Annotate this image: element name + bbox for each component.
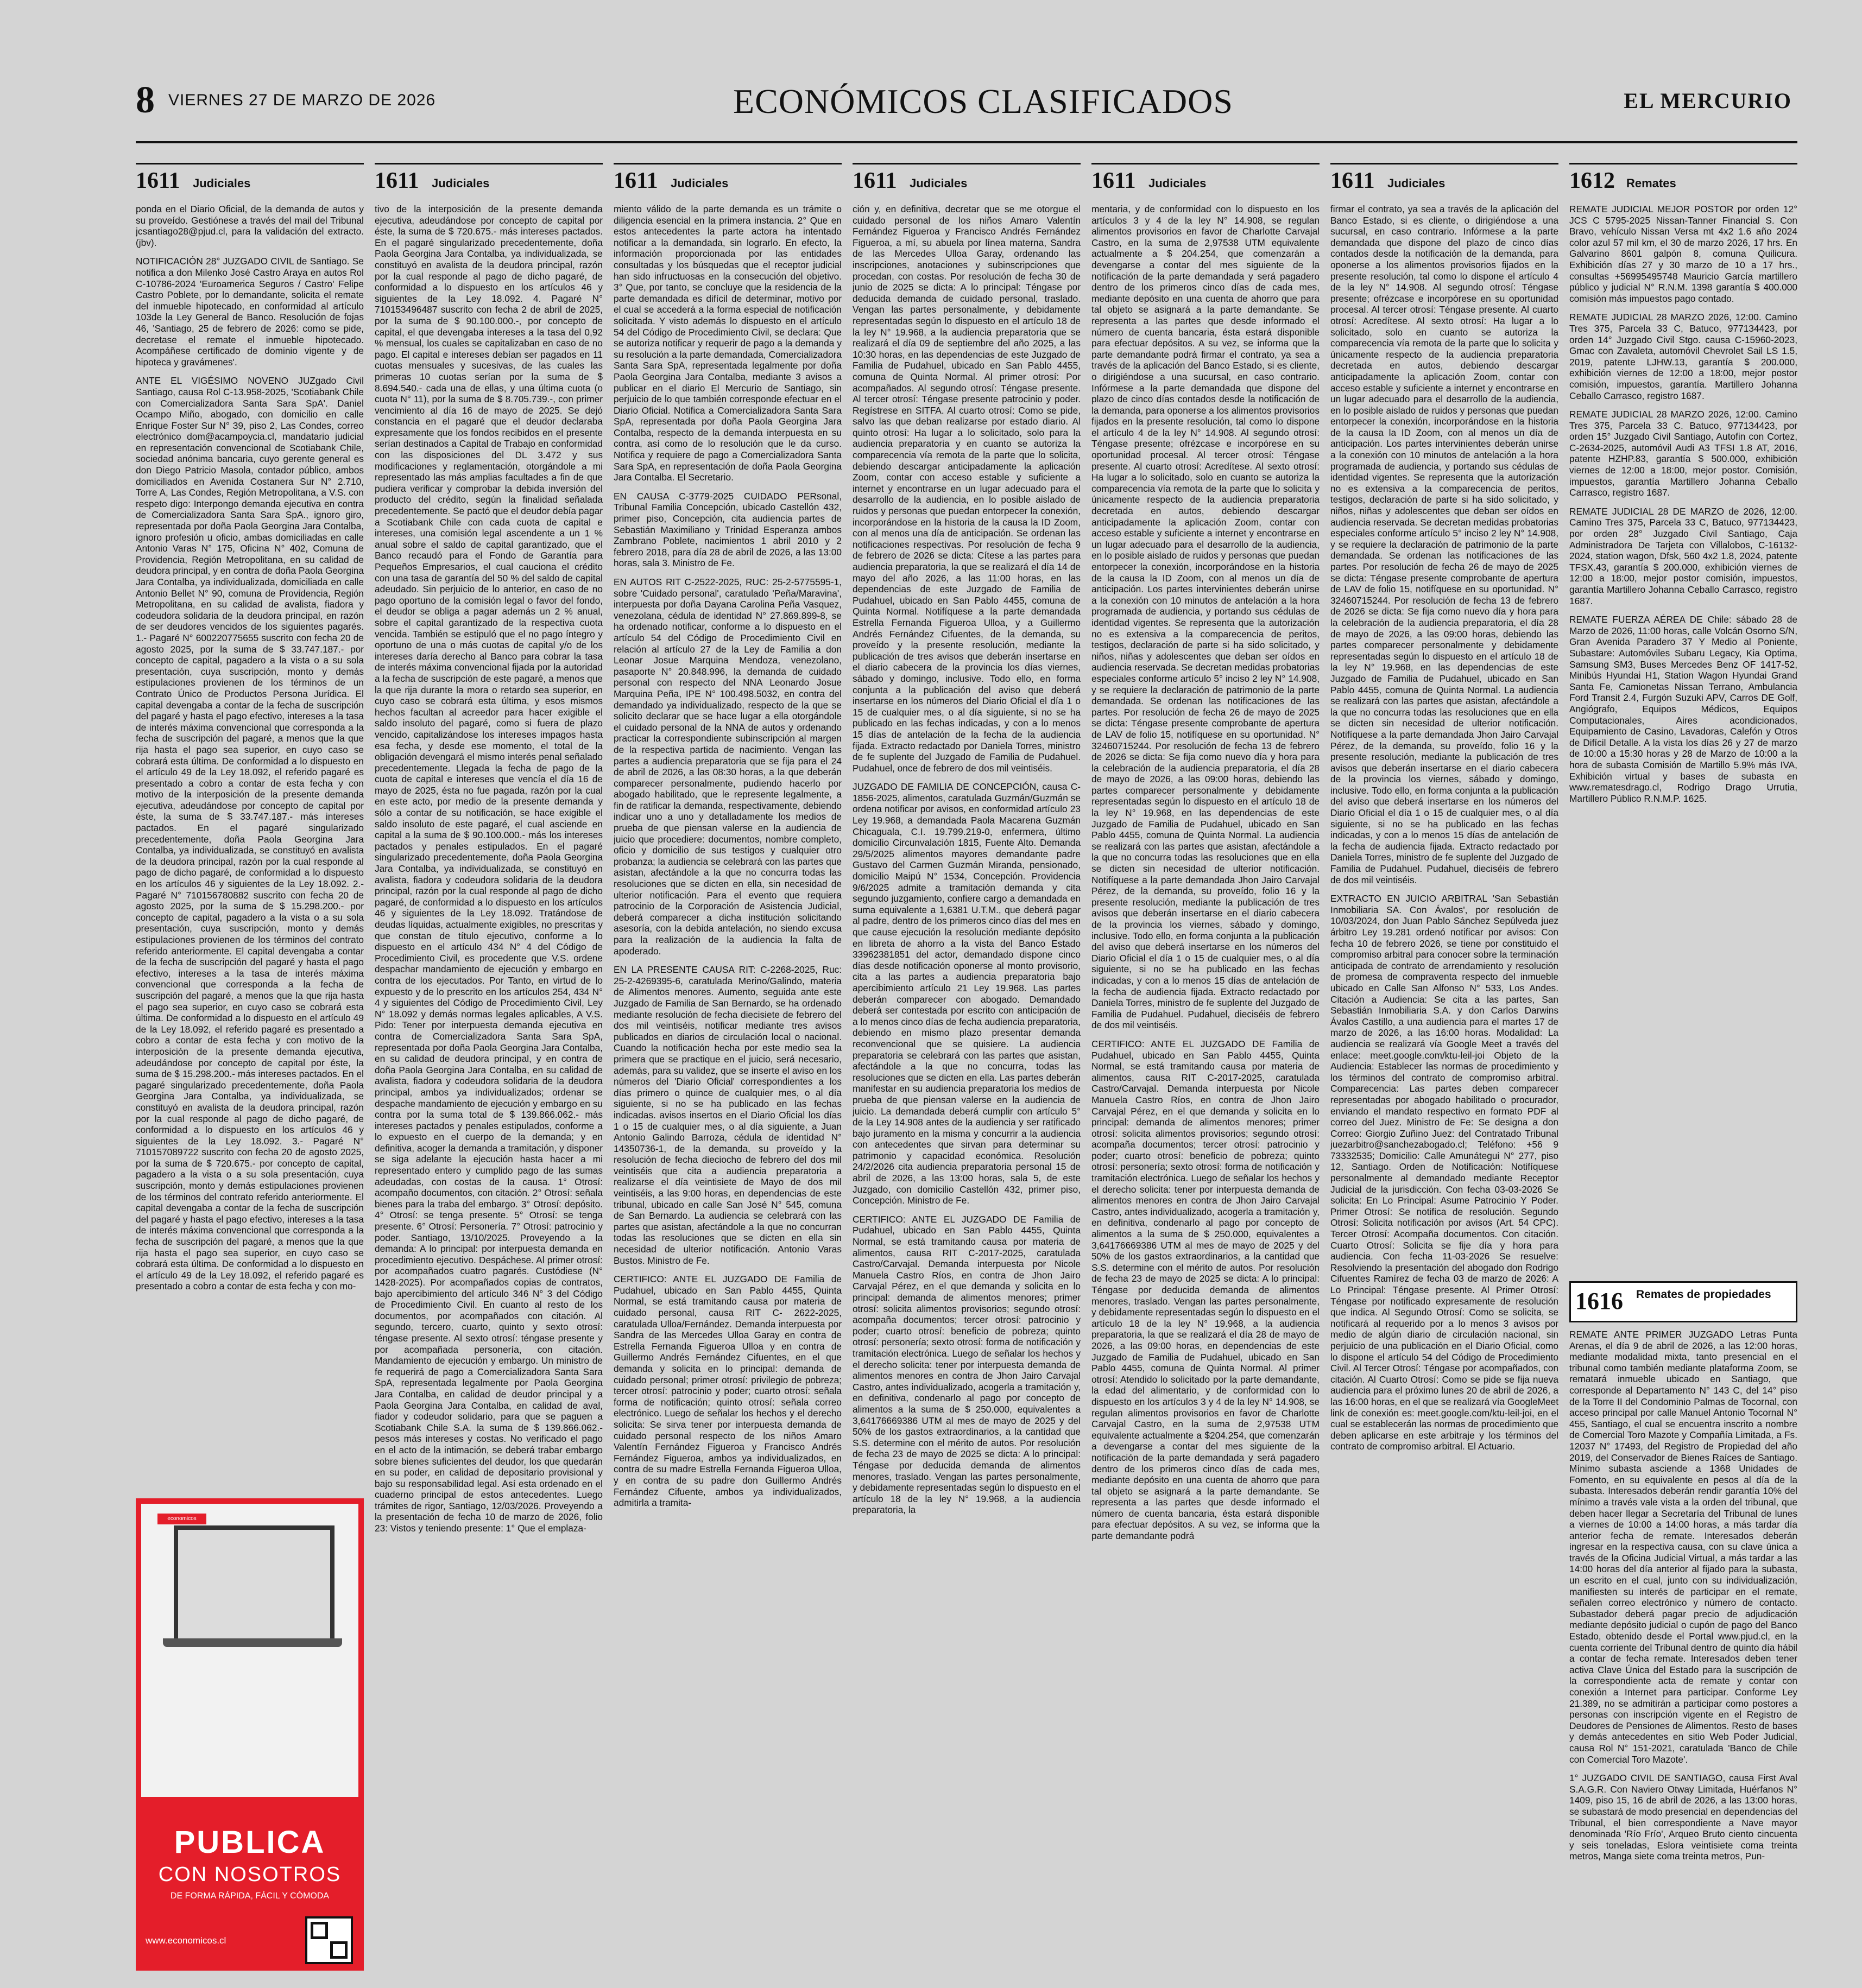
column-body bbox=[375, 204, 603, 1534]
classified-notice: CERTIFICO: ANTE EL JUZGADO DE Familia de Pudahuel, ubicado en San Pablo 4455, Quinta Normal, se está tramitando causa por materia de alimentos, causa RIT C-2017-2025, caratulada Castro/Carvajal. Demanda interpuesta por Nicole Manuela Castro Ríos, en contra de Jhon Jairo Carvajal Pérez, en el que demanda y solicita en lo principal: demanda de alimentos menores; primer otrosí: solicita alimentos provisorios; segundo otrosí: acompaña documentos; tercer otrosí: patrocinio y poder; cuarto otrosí: beneficio de pobreza; quinto otrosí: personería; sexto otrosí: forma de notificación y tramitación electrónica. Luego de señalar los hechos y el derecho solicita: tener por interpuesta demanda de alimentos menores en contra de Jhon Jairo Carvajal Castro, antes individualizado, acogerla a tramitación y, en definitiva, condenarlo al pago por concepto de alimentos a la suma de $ 250.000, equivalentes a 3,64176669386 UTM al mes de mayo de 2025 y del 50% de los gastos extraordinarios, a la cantidad que S.S. determine con el mérito de autos. Por resolución de fecha 23 de mayo de 2025 se dicta: A lo principal: Téngase por deducida demanda de alimentos menores, traslado. Vengan las partes personalmente, y debidamente representadas según lo dispuesto en el artículo 18 de la ley N° 19.968, a la audiencia preparatoria, la bbox=[853, 1213, 1081, 1516]
qr-code-icon[interactable] bbox=[305, 1916, 353, 1964]
ad-url[interactable]: www.economicos.cl bbox=[146, 1935, 226, 1946]
column-header bbox=[1091, 163, 1320, 197]
column-header bbox=[1330, 163, 1558, 197]
classified-notice: REMATE ANTE PRIMER JUZGADO Letras Punta Arenas, el día 9 de abril de 2026, a las 12:00 horas, mediante modalidad mixta, tanto presencial en el tribunal como también mediante plataforma Zoom, se rematará inmueble ubicado en Santiago, que corresponde al Departamento N° 143 C, del 14° piso de la Torre II del Condominio Palmas de Tocornal, con acceso principal por calle Manuel Antonio Tocornal N° 455, Santiago, el cual se encuentra inscrito a nombre de Comercial Toro Mazote y Compañía Limitada, a Fs. 12037 N° 17493, del Registro de Propiedad del año 2019, del Conservador de Bienes Raíces de Santiago. Mínimo subasta asciende a 1368 Unidades de Fomento, en su equivalente en pesos al día de la subasta. Interesados deberán rendir garantía 10% del mínimo a través vale vista a la orden del tribunal, que deben hacer llegar a Secretaría del Tribunal de lunes a viernes de 10:00 a 14:00 horas, a más tardar día anterior fecha de remate. Interesados deberán ingresar en la respectiva causa, con su clave única a través de la Oficina Judicial Virtual, a más tardar a las 14:00 horas del día anterior al fijado para la subasta, un escrito en el cual, junto con su individualización, manifiesten su interés de participar en el remate, señalen correo electrónico y número de contacto. Subastador deberá pagar precio de adjudicación mediante depósito judicial o cupón de pago del Banco Estado, obtenido desde el Portal www.pjud.cl, en la cuenta corriente del Tribunal dentro de quinto día hábil a contar de fecha remate. Interesados deben tener activa Clave Única del Estado para la suscripción de la correspondiente acta de remate y contar con conexión a Internet para participar. Conforme Ley 21.389, no se admitirán a participar como postores a personas con inscripción vigente en el Registro de Deudores de Pensiones de Alimentos. Resto de bases y demás antecedentes en sitio Web Poder Judicial, causa Rol N° 151-2021, caratulada 'Banco de Chile con Comercial Toro Mazote'. bbox=[1569, 1329, 1797, 1765]
newspaper-logo: EL MERCURIO bbox=[1624, 88, 1792, 113]
classified-notice: EN LA PRESENTE CAUSA RIT: C-2268-2025, Ruc: 25-2-4269395-6, caratulada Merino/Galindo, materia de Alimentos menores. Aumento, seguida ante este Juzgado de Familia de San Bernardo, se ha ordenado mediante resolución de fecha diecisiete de febrero del dos mil veintiséis, notificar mediante tres avisos publicados en diarios de circulación local o nacional. Cuando la notificación hecha por este medio sea la primera que se practique en el juicio, será necesario, además, para su validez, que se inserte el aviso en los números del 'Diario Oficial' correspondientes a los días primero o quince de cualquier mes, o al día siguiente, si no se ha publicado en las fechas indicadas. avisos insertos en el Diario Oficial los días 1 o 15 de cualquier mes, o al día siguiente, a Juan Antonio Galindo Barroza, cédula de identidad N° 14350736-1, de la demanda, su proveído y la resolución de fecha dieciocho de febrero del dos mil veintiséis que cita a audiencia preparatoria a realizarse el día veintisiete de Mayo de dos mil veintiséis, a las 9:00 horas, en dependencias de este tribunal, ubicado en calle San José N° 545, comuna de San Bernardo. La audiencia se celebrará con las partes que asistan, afectándole a la que no concurran todas las resoluciones que se dicten en ella sin necesidad de ulterior notificación. Antonio Varas Bustos. Ministro de Fe. bbox=[614, 964, 842, 1266]
classified-notice: EXTRACTO EN JUICIO ARBITRAL 'San Sebastián Inmobiliaria SA. Con Ávalos', por resolución de 10/03/2024, don Juan Pablo Sánchez Sepúlveda juez árbitro Ley 19.281 ordenó notificar por avisos: Con fecha 10 de febrero 2026, se tiene por constituido el compromiso arbitral para conocer sobre la terminación anticipada de contrato de arrendamiento y resolución de promesa de compraventa respecto del inmueble ubicado en Calle San Alfonso N° 533, Los Andes. Citación a Audiencia: Se cita a las partes, San Sebastián Inmobiliaria S.A. y don Carlos Darwins Ávalos Castillo, a una audiencia para el martes 17 de marzo de 2026, a las 16:00 horas. Modalidad: La audiencia se realizará vía Google Meet a través del enlace: meet.google.com/ktu-leil-joi Objeto de la Audiencia: Establecer las normas de procedimiento y los términos del contrato de compromiso arbitral. Comparecencia: Las partes deben comparecer representadas por abogado habilitado o procurador, enviando el mandato respectivo en formato PDF al correo del Juez. Ministro de Fe: Se designa a don Correo: Giorgio Zuñino Juez: del Contratado Tribunal juezarbitro@sanchezabogado.cl; Teléfono: +56 9 73332535; Domicilio: Calle Amunátegui N° 277, piso 12, Santiago. Orden de Notificación: Notifíquese personalmente al demandado mediante Receptor Judicial de la jurisdicción. Con fecha 03-03-2026 Se solicita: En Lo Principal: Asume Patrocinio Y Poder. Primer Otrosí: Se notifica de resolución. Segundo Otrosí: Solicita notificación por avisos (Art. 54 CPC). Tercer Otrosí: Acompaña documentos. Con citación. Cuarto Otrosí: Solicita se fije día y hora para audiencia. Con fecha 11-03-2026 Se resuelve: Resolviendo la presentación del abogado don Rodrigo Cifuentes Ramírez de fecha 03 de marzo de 2026: A Lo Principal: Téngase presente. Al Primer Otrosí: Téngase por notificado expresamente de resolución que indica. Al Segundo Otrosí: Como se solicita, se notificará al requerido por a lo menos 3 avisos por medio de algún diario de circulación nacional, sin perjuicio de una publicación en el Diario Oficial, como lo dispone el artículo 54 del Código de Procedimiento Civil. Al Tercer Otrosí: Téngase por acompañados, con citación. Al Cuarto Otrosí: Como se pide se fija nueva audiencia para el próximo lunes 20 de abril de 2026, a las 16:00 horas, en el que se realizará vía GoogleMeet link de conexión es: meet.google.com/ktu-leil-joi, en el cual se establecerán las normas de procedimiento que deben aplicarse en este arbitraje y los términos del contrato de compromiso arbitral. El Actuario. bbox=[1330, 893, 1558, 1452]
column-body bbox=[136, 204, 364, 1517]
classified-notice: JUZGADO DE FAMILIA DE CONCEPCIÓN, causa C-1856-2025, alimentos, caratulada Guzmán/Guzmán se ordena notificar por avisos, en conformidad artículo 23 Ley 19.968, a demandada Paola Macarena Guzmán Chicaguala, C.I. 19.799.219-0, enfermera, último domicilio Circunvalación 1815, Fuente Alto. Demanda 29/5/2025 alimentos mayores demandante padre Gustavo del Carmen Guzmán Miranda, pensionado, domicilio Maipú N° 1534, Concepción. Providencia 9/6/2025 admite a tramitación demanda y cita segundo juzgamiento, confiere cargo a demandada en suma equivalente a 1,6381 U.T.M., que deberá pagar al padre, dentro de los primeros cinco días del mes en que cause ejecución la resolución mediante depósito en libreta de ahorro a la vista del Banco Estado 33962381851 del actor, demandado dispone cinco días desde notificación oponerse al monto provisorio, cita a las partes a audiencia preparatoria bajo apercibimiento artículo 21 Ley 19.968. Las partes deberán comparecer con abogado. Demandado deberá ser contestada por escrito con anticipación de a lo menos cinco días de fecha audiencia preparatoria, debiendo en mismo plazo presentar demanda reconvencional que se quisiere. La audiencia preparatoria se celebrará con las partes que asistan, afectándole a la que no concurra, todas las resoluciones que se dicten en ella. Las partes deberán manifestar en su audiencia preparatoria los medios de prueba de que piensan valerse en la audiencia de juicio. La demandada deberá cumplir con artículo 5° de la Ley 14.908 antes de la audiencia y ser ratificado bajo juramento en la misma y concurrir a la audiencia con antecedentes que sirvan para determinar su patrimonio y capacidad económica. Resolución 24/2/2026 cita audiencia preparatoria personal 15 de abril de 2026, a las 13:00 horas, sala 5, de este Juzgado, con domicilio Castellón 432, primer piso, Concepción. Ministro de Fe. bbox=[853, 781, 1081, 1206]
classified-notice: REMATE FUERZA AÉREA DE Chile: sábado 28 de Marzo de 2026, 11:00 horas, calle Volcán Osorno S/N, Gran Avenida Paradero 37 Y Medio al Poniente, Subastare: Automóviles Subaru Legacy, Kia Optima, Samsung SM3, Buses Mercedes Benz OF 1417-52, Minibús Hyundai H1, Station Wagon Hyundai Grand Santa Fe, Camionetas Nissan Terrano, Ambulancia Ford Transit 2.4, Furgón Suzuki APV, Carros DE Golf, Angiógrafo, Equipos Médicos, Equipos Computacionales, Aires acondicionados, Equipamiento de Casino, Lavadoras, Calefón y Otros de Difícil Detalle. A la vista los días 26 y 27 de marzo de 10:00 a 15:30 horas y 28 de Marzo de 10:00 a la hora de subasta Comisión de Martillo 5.9% más IVA, Exhibición virtual y bases de subasta en www.rematesdrago.cl, Rodrigo Drago Urrutia, Martillero Público R.N.M.P. 1625. bbox=[1569, 614, 1797, 804]
category-label: Judiciales bbox=[910, 176, 968, 190]
classified-notice: miento válido de la parte demanda es un trámite o diligencia esencial en la primera instancia. 2° Que en estos antecedentes la parte actora ha intentado notificar a la demandada, sin lograrlo. En efecto, la información proporcionada por las entidades consultadas y los búsquedas que el receptor judicial han sido infructuosas en la consecución del objetivo. 3° Que, por tanto, se concluye que la residencia de la parte demandada es difícil de determinar, motivo por el cual se accederá a la forma especial de notificación solicitada. Y visto además lo dispuesto en el artículo 54 del Código de Procedimiento Civil, se declara: Que se autoriza notificar y requerir de pago a la demanda y su resolución a la parte demandada, Comercializadora Santa Sara SpA, representada legalmente por doña Paola Georgina Jara Contalba, mediante 3 avisos a publicar en el diario El Mercurio de Santiago, sin perjuicio de lo que también corresponde efectuar en el Diario Oficial. Notifica a Comercializadora Santa Sara SpA, representada por doña Paola Georgina Jara Contalba, respecto de la demanda interpuesta en su contra, así como de lo resolución que le da curso. Notifica y requiere de pago a Comercializadora Santa Sara SpA, en representación de doña Paola Georgina Jara Contalba. El Secretario. bbox=[614, 204, 842, 483]
column-header bbox=[1569, 1281, 1797, 1322]
laptop-icon bbox=[174, 1525, 334, 1643]
classified-notice: ANTE EL VIGÉSIMO NOVENO JUZgado Civil Santiago, causa Rol C-13.958-2025, 'Scotiabank Chile con Comercializadora Santa Sara SpA'. Daniel Ocampo Miño, abogado, con domicilio en calle Enrique Foster Sur N° 39, piso 2, Las Condes, correo electrónico dom@acampoycia.cl, mandatario judicial en representación convencional de Scotiabank Chile, sociedad anónima bancaria, cuyo gerente general es don Diego Patricio Masola, contador público, ambos domiciliados en Avenida Costanera Sur N° 2.710, Torre A, Las Condes, Región Metropolitana, a V.S. con respeto digo: Interpongo demanda ejecutiva en contra de Comercializadora Santa Sara SpA., ignoro giro, representada por doña Paola Georgina Jara Contalba, ignoro profesión u oficio, ambas domiciliadas en calle Antonio Varas N° 175, Oficina N° 402, Comuna de Providencia, Región Metropolitana, en su calidad de deudora principal, y en contra de doña Paola Georgina Jara Contalba, ya individualizada, domiciliada en calle Antonio Bellet N° 90, comuna de Providencia, Región Metropolitana, en su calidad de avalista, fiadora y codeudora solidaria de la deudora principal, en razón de ser deudores vencidos de los siguientes pagarés. 1.- Pagaré N° 600220775655 suscrito con fecha 20 de agosto 2025, por la suma de $ 33.747.187.- por concepto de capital, pagadero a la vista o a su sola presentación, cuya suscripción, monto y demás estipulaciones provienen de los términos de un Contrato Único de Productos Persona Jurídica. El capital devengaba a contar de la fecha de suscripción del pagaré y hasta el pago efectivo, intereses a la tasa de interés máxima convencional que corresponda a la fecha de suscripción del pagaré, a menos que la que rija hasta el pago sea superior, en cuyo caso se cobrará esta última. De conformidad a lo dispuesto en el artículo 49 de la Ley 18.092, el referido pagaré es presentado a cobro a contar de esta fecha y con motivo de la interposición de la presente demanda ejecutiva, adeudándose por concepto de capital por éste, la suma de $ 33.747.187.- más intereses pactados. En el pagaré singularizado precedentemente, doña Paola Georgina Jara Contalba, ya individualizada, se constituyó en avalista de la deudora principal, razón por la cual responde al pago de dicho pagaré, de conformidad a lo dispuesto en los artículos 46 y siguientes de la Ley 18.092. 2.- Pagaré N° 710156780882 suscrito con fecha 20 de agosto 2025, por la suma de $ 15.298.200.- por concepto de capital, pagadero a la vista o a su sola presentación, cuya suscripción, monto y demás estipulaciones provienen de los términos del contrato referido anteriormente. El capital devengaba a contar de la fecha de suscripción del pagaré y hasta el pago efectivo, intereses a la tasa de interés máxima convencional que corresponda a la fecha de suscripción del pagaré, a menos que la que rija hasta el pago sea superior, en cuyo caso se cobrará esta última. De conformidad a lo dispuesto en el artículo 49 de la Ley 18.092, el referido pagaré es presentado a cobro a contar de esta fecha y con motivo de la interposición de la presente demanda ejecutiva, adeudándose por concepto de capital por éste, la suma de $ 15.298.200.- más intereses pactados. En el pagaré singularizado precedentemente, doña Paola Georgina Jara Contalba, ya individualizada, se constituyó en avalista de la deudora principal, razón por la cual responde al pago de dicho pagaré, de conformidad a lo dispuesto en los artículos 46 y siguientes de la Ley 18.092. 3.- Pagaré N° 710157089722 suscrito con fecha 20 de agosto 2025, por la suma de $ 720.675.- por concepto de capital, pagadero a la vista o a su sola presentación, cuya suscripción, monto y demás estipulaciones provienen de los términos del contrato referido anteriormente. El capital devengaba a contar de la fecha de suscripción del pagaré y hasta el pago efectivo, intereses a la tasa de interés máxima convencional que corresponda a la fecha de suscripción del pagaré, a menos que la que rija hasta el pago sea superior, en cuyo caso se cobrará esta última. De conformidad a lo dispuesto en el artículo 49 de la Ley 18.092, el referido pagaré es presentado a cobro a contar de esta fecha y con mo- bbox=[136, 375, 364, 1292]
category-label: Judiciales bbox=[1148, 176, 1207, 190]
category-label: Remates de propiedades bbox=[1636, 1288, 1771, 1301]
classified-notice: 1° JUZGADO CIVIL DE SANTIAGO, causa First Aval S.A.G.R. Con Naviero Otway Limitada, Huérfanos N° 1409, piso 15, 16 de abril de 2026, a las 13:00 horas, se subastará de modo presencial en dependencias del Tribunal, el bien correspondiente a Nave mayor denominada 'Río Frío', Arqueo Bruto ciento cincuenta y seis toneladas, Eslora veintisiete coma treinta metros, Manga siete coma treinta metros, Pun- bbox=[1569, 1772, 1797, 1862]
category-code: 1611 bbox=[1330, 168, 1375, 193]
section-title: ECONÓMICOS CLASIFICADOS bbox=[733, 82, 1233, 121]
column-header bbox=[375, 163, 603, 197]
ad-subhead: CON NOSOTROS bbox=[158, 1863, 342, 1886]
classified-notice: CERTIFICO: ANTE EL JUZGADO DE Familia de Pudahuel, ubicado en San Pablo 4455, Quinta Normal, se está tramitando causa por materia de alimentos, causa RIT C-2017-2025, caratulada Castro/Carvajal. Demanda interpuesta por Nicole Manuela Castro Ríos, en contra de Jhon Jairo Carvajal Pérez, en el que demanda y solicita en lo principal: demanda de alimentos menores; primer otrosí: solicita alimentos provisorios; segundo otrosí: acompaña documentos; tercer otrosí: patrocinio y poder; cuarto otrosí: beneficio de pobreza; quinto otrosí: personería; sexto otrosí: forma de notificación y tramitación electrónica. Luego de señalar los hechos y el derecho solicita: tener por interpuesta demanda de alimentos menores en contra de Jhon Jairo Carvajal Castro, antes individualizado, acogerla a tramitación y, en definitiva, condenarlo al pago por concepto de alimentos a la suma de $ 250.000, equivalentes a 3,64176669386 UTM al mes de mayo de 2025 y del 50% de los gastos extraordinarios, a la cantidad que S.S. determine con el mérito de autos. Por resolución de fecha 23 de mayo de 2025 se dicta: A lo principal: Téngase por deducida demanda de alimentos menores, traslado. Vengan las partes personalmente, y debidamente representadas según lo dispuesto en el artículo 18 de la ley N° 19.968, a la audiencia preparatoria, la que se realizará el día 28 de mayo de 2026, a las 09:00 horas, en dependencias de este Juzgado de Familia de Pudahuel, ubicado en San Pablo 4455, comuna de Quinta Normal. Al primer otrosí: Atendido lo solicitado por la parte demandante, la edad del alimentario, y de conformidad con lo dispuesto en los artículos 3 y 4 de la ley N° 14.908, se regulan alimentos provisorios en favor de Charlotte Carvajal Castro, en la suma de 2,97538 UTM equivalente actualmente a $204.254, que comenzarán a devengarse a contar del mes siguiente de la notificación de la parte demandada y será pagadero dentro de los primeros cinco días de cada mes, mediante depósito en una cuenta de ahorro que para tal objeto se asignará a la parte demandante. Se representa a las partes que desde informado el número de cuenta bancaria, ésta estará disponible para efectuar depósitos. A su vez, se informa que la parte demandante podrá bbox=[1091, 1038, 1320, 1542]
classified-notice: REMATE JUDICIAL 28 MARZO 2026, 12:00. Camino Tres 375, Parcela 33 C, Batuco, 977134423, por orden 14° Juzgado Civil Stgo. causa C-15960-2023, Gmac con Zavaleta, automóvil Chevrolet Sail LS 1.5, 2019, patente LJHW.13, garantía $ 200.000, exhibición viernes de 12:00 a 18:00, mejor postor comisión, impuestos, garantía. Martillero Johanna Ceballo Carrasco, registro 1687. bbox=[1569, 312, 1797, 401]
category-label: Remates bbox=[1626, 176, 1676, 190]
column-3 bbox=[614, 163, 842, 1971]
laptop-base-icon bbox=[163, 1638, 342, 1647]
classified-notice: EN AUTOS RIT C-2522-2025, RUC: 25-2-5775595-1, sobre 'Cuidado personal', caratulado 'Peña/Maravina', interpuesta por doña Dayana Carolina Peña Vasquez, venezolana, cédula de identidad N° 27.869.899-8, se ha ordenado notificar, conforme a lo dispuesto en el artículo 54 del Código de Procedimiento Civil en relación al artículo 27 de la Ley de Familia a don Leonar Josue Marquina Mendoza, venezolano, pasaporte N° 20.848.996, la demanda de cuidado personal con respecto del NNA Leonardo Josue Marquina Peña, IPE N° 100.498.5032, en contra del demandado ya individualizado, respecto de la que se solicito declarar que se hace lugar a ella otorgándole el cuidado personal de la NNA de autos y ordenando practicar la correspondiente subinscripción al margen de la respectiva partida de nacimiento. Vengan las partes a audiencia preparatoria que se fija para el 24 de abril de 2026, a las 08:30 horas, a la que deberán comparecer personalmente, pudiendo hacerlo por abogado habilitado, que le represente legalmente, a fin de ratificar la demanda, respectivamente, debiendo indicar uno a uno y detalladamente los medios de prueba de que piensan valerse en la audiencia de juicio que procediere: documentos, nombre completo, oficio y domicilio de sus testigos y cualquier otro probanza; la audiencia se celebrará con las partes que asistan, afectándole a la que no concurra todas las resoluciones que se dicten en ella, sin necesidad de ulterior notificación. Para el evento que requiera patrocinio de la Corporación de Asistencia Judicial, deberá comparecer a dicha institución solicitando asesoría, con la debida antelación, no siendo excusa para la realización de la audiencia la falta de apoderado. bbox=[614, 577, 842, 957]
category-code: 1611 bbox=[375, 168, 419, 193]
column-6 bbox=[1330, 163, 1558, 1971]
category-code: 1612 bbox=[1569, 168, 1615, 193]
ad-headline: PUBLICA bbox=[174, 1825, 326, 1860]
classified-notice: tivo de la interposición de la presente demanda ejecutiva, adeudándose por concepto de capital por éste, la suma de $ 720.675.- más intereses pactados. En el pagaré singularizado precedentemente, doña Paola Georgina Jara Contalba, ya individualizada, se constituyó en avalista de la deudora principal, razón por la cual responde al pago de dicho pagaré, de conformidad a lo dispuesto en los artículos 46 y siguientes de la Ley 18.092. 4. Pagaré N° 710153496487 suscrito con fecha 2 de abril de 2025, por la suma de $ 90.100.000.-, por concepto de capital, el que devengaba intereses a la tasa del 0,92 % mensual, los cuales se capitalizaban en caso de no pago. El capital e intereses debían ser pagados en 11 cuotas mensuales y sucesivas, de las cuales las primeras 10 cuotas serían por la suma de $ 8.694.540.- cada una de ellas, y una última cuota (o cuota N° 11), por la suma de $ 8.705.739.-, con primer vencimiento al día 16 de mayo de 2025. Se dejó constancia en el pagaré que el deudor declaraba expresamente que los fondos recibidos en el presente serían destinados a Capital de Trabajo en conformidad con las disposiciones del DL 3.472 y sus modificaciones y reglamentación, otorgándole a mi representado las más amplias facultades a fin de que pudiera verificar y comprobar la debida inversión del producto del crédito, según la finalidad señalada precedentemente. Se pactó que el deudor debía pagar a Scotiabank Chile con cada cuota de capital e intereses, una comisión legal ascendente a un 1 % anual sobre el saldo de capital garantizado, que el Banco recaudó para el Fondo de Garantía para Pequeños Empresarios, el cual cauciona el crédito con una tasa de garantía del 50 % del saldo de capital adeudado. Sin perjuicio de lo anterior, en caso de no pago oportuno de la comisión legal o favor del fondo, el deudor se obliga a pagar además un 2 % anual, sobre el capital garantizado de la respectiva cuota vencida. También se estipuló que el no pago íntegro y oportuno de una o más cuotas de capital y/o de los intereses daría derecho al Banco para cobrar la tasa de interés máxima convencional fijada por la autoridad a la fecha de suscripción de este pagaré, a menos que la que rija durante la mora o retardo sea superior, en cuyo caso se cobrará esta última, y esos mismos hechos facultan al acreedor para hacer exigible el saldo insoluto del pagaré, como si fuera de plazo vencido, capitalizándose los intereses impagos hasta esa fecha, y desde ese momento, el total de la obligación devengará el mismo interés penal señalado precedentemente. Llegada la fecha de pago de la cuota de capital e intereses que vencía el día 16 de mayo de 2025, ésta no fue pagada, razón por la cual en este acto, por medio de la presente demanda y sólo a contar de su notificación, se hace exigible el saldo insoluto de este pagaré, el cual asciende en capital a la suma de $ 90.100.000.- más los intereses pactados y penales estipulados. En el pagaré singularizado precedentemente, doña Paola Georgina Jara Contalba, ya individualizada, se constituyó en avalista, fiadora y codeudora solidaria de la deudora principal, razón por la cual responde al pago de dicho pagaré, de conformidad a lo dispuesto en los artículos 46 y siguientes de la Ley 18.092. Tratándose de deudas líquidas, actualmente exigibles, no prescritas y que constan de título ejecutivo, conforme a lo dispuesto en el artículo 434 N° 4 del Código de Procedimiento Civil, es procedente que V.S. ordene despachar mandamiento de ejecución y embargo en contra de los ejecutados. Por Tanto, en virtud de lo expuesto y de lo prescrito en los artículos 254, 434 N° 4 y siguientes del Código de Procedimiento Civil, Ley N° 18.092 y demás normas legales aplicables, A V.S. Pido: Tener por interpuesta demanda ejecutiva en contra de Comercializadora Santa Sara SpA, representada por doña Paola Georgina Jara Contalba, en su calidad de deudora principal, y en contra de doña Paola Georgina Jara Contalba, en su calidad de avalista, fiadora y codeudora solidaria de la deudora principal, ambos ya individualizados; ordenar se despache mandamiento de ejecución y embargo en su contra por la suma total de $ 139.866.062.- más intereses pactados y penales estipulados, conforme a lo expuesto en el cuerpo de la demanda; y en definitiva, acoger la demanda a tramitación, y disponer se siga adelante la ejecución hasta hacer a mi representado entero y cumplido pago de las sumas adeudadas, con costas de la causa. 1° Otrosí: acompaño documentos, con citación. 2° Otrosí: señala bienes para la traba del embargo. 3° Otrosí: depósito. 4° Otrosí: se tenga presente. 5° Otrosí: se tenga presente. 6° Otrosí: Personería. 7° Otrosí: patrocinio y poder. Santiago, 13/10/2025. Proveyendo a la demanda: A lo principal: por interpuesta demanda en procedimiento ejecutivo. Despáchese. Al primer otrosí: por acompañados cuatro pagarés. Custódiese (N° 1428-2025). Por acompañados copias de contratos, bajo apercibimiento del artículo 346 N° 3 del Código de Procedimiento Civil. En cuanto al resto de los documentos, por acompañados con citación. Al segundo, tercero, cuarto, quinto y sexto otrosí: téngase presente. Al sexto otrosí: téngase presente y por acompañada personería, con citación. Mandamiento de ejecución y embargo. Un ministro de fe requerirá de pago a Comercializadora Santa Sara SpA, representada legalmente por Paola Georgina Jara Contalba, en calidad de deudor principal y a Paola Georgina Jara Contalba, en calidad de aval, fiador y codeudor solidario, para que se paguen a Scotiabank Chile S.A. la suma de $ 139.866.062.- pesos más intereses y costas. No verificado el pago en el acto de la intimación, se deberá trabar embargo sobre bienes suficientes del deudor, los que quedarán en su poder, en calidad de depositario provisional y bajo su responsabilidad legal. Así esta ordenado en el cuaderno principal de estos antecedentes. Luego trámites de rigor, Santiago, 12/03/2026. Proveyendo a la presentación de fecha 10 de marzo de 2026, folio 23: Vistos y teniendo presente: 1° Que el emplaza- bbox=[375, 204, 603, 1534]
column-2 bbox=[375, 163, 603, 1971]
column-header bbox=[136, 163, 364, 197]
column-7 bbox=[1569, 163, 1797, 1971]
category-code: 1611 bbox=[614, 168, 658, 193]
masthead bbox=[136, 76, 1797, 143]
category-code: 1616 bbox=[1575, 1288, 1623, 1314]
issue-date: VIERNES 27 DE MARZO DE 2026 bbox=[168, 91, 436, 109]
column-body bbox=[614, 204, 842, 1509]
category-label: Judiciales bbox=[193, 176, 251, 190]
ad-illustration bbox=[141, 1504, 358, 1797]
column-body bbox=[1569, 1329, 1797, 1970]
classified-notice: firmar el contrato, ya sea a través de la aplicación del Banco Estado, si es cliente, o dirigiéndose a una sucursal, en caso contrario. Infórmese a la parte demandada que dispone del plazo de cinco días contados desde la notificación de la demanda, para oponerse a los alimentos provisorios fijados en la presente resolución, tal como lo dispone el artículo 4 de la ley N° 14.908. Al segundo otrosí: Téngase presente; ofrézcase e incorpórese en su oportunidad procesal. Al tercer otrosí: Téngase presente. Al cuarto otrosí: Acredítese. Al sexto otrosí: Ha lugar a lo solicitado, solo en cuanto se autoriza la comparecencia vía remota de la parte que lo solicita y únicamente respecto de la audiencia preparatoria decretada en autos, debiendo descargar anticipadamente la aplicación Zoom, contar con acceso estable y suficiente a internet y encontrarse en un lugar adecuado para el desarrollo de la audiencia, en lo posible aislado de ruidos y personas que puedan entorpecer la conexión, incorporándose en la historia de la causa la ID Zoom, con al menos un día de anticipación. Los partes intervinientes deberán unirse a la conexión con 10 minutos de antelación a la hora programada de audiencia, y portando sus cédulas de identidad vigentes. Se representa que la autorización no es extensiva a la comparecencia de peritos, testigos, declaración de parte si ha sido solicitado, y niños, niñas y adolescentes que deban ser oídos en audiencia reservada. Se decretan medidas probatorias especiales conforme artículo 5° inciso 2 ley N° 14.908, y se requiere la declaración de patrimonio de la parte demandada. Se ordenan las notificaciones de las partes. Por resolución de fecha 26 de mayo de 2025 se dicta: Téngase presente comprobante de apertura de LAV de folio 15, notifíquese en su oportunidad. N° 32460715244. Por resolución de fecha 13 de febrero de 2026 se dicta: Se fija como nuevo día y hora para la celebración de la audiencia preparatoria, el día 28 de mayo de 2026, a las 09:00 horas, debiendo las partes comparecer personalmente y debidamente representadas según lo dispuesto en el artículo 18 de la ley N° 19.968, en las dependencias de este Juzgado de Familia de Pudahuel, ubicado en San Pablo 4455, comuna de Quinta Normal. La audiencia se realizará con las partes que asistan, afectándole a la que no concurra todas las resoluciones que en ella se dicten sin necesidad de ulterior notificación. Notifíquese a la parte demandada Jhon Jairo Carvajal Pérez, de la demanda, su proveído, folio 16 y la presente resolución, mediante la publicación de tres avisos que deberán insertarse en el diario cabecera de la provincia los viernes, sábado y domingo, inclusive. Todo ello, en forma conjunta a la publicación del aviso que deberá insertarse en los números del Diario Oficial el día 1 o 15 de cualquier mes, o al día siguiente, si no se ha publicado en las fechas indicadas, y con a lo menos 15 días de antelación de la fecha de audiencia fijada. Extracto redactado por Daniela Torres, ministro de fe suplente del Juzgado de Familia de Pudahuel. Pudahuel, dieciséis de febrero de dos mil veintiséis. bbox=[1330, 204, 1558, 885]
publica-con-nosotros-ad[interactable] bbox=[136, 1498, 364, 1971]
column-5 bbox=[1091, 163, 1320, 1971]
classified-notice: REMATE JUDICIAL 28 DE MARZO de 2026, 12:00. Camino Tres 375, Parcela 33 C, Batuco, 977134423, por orden 28° Juzgado Civil Santiago, Caja Administradora De Tarjeta con Villalobos, C-16132-2024, station wagon, Dfsk, 560 4x2 1.8, 2024, patente TFSX.43, garantía $ 200.000, exhibición viernes de 12:00 a 18:00, mejor postor comisión, impuestos, garantía Martillero Johanna Ceballo Carrasco, registro 1687. bbox=[1569, 505, 1797, 606]
section-1616 bbox=[1569, 1281, 1797, 1970]
column-header bbox=[853, 163, 1081, 197]
column-body bbox=[1569, 204, 1797, 1213]
classified-notice: CERTIFICO: ANTE EL JUZGADO DE Familia de Pudahuel, ubicado en San Pablo 4455, Quinta Normal, se está tramitando causa por materia de cuidado personal, causa RIT C- 2622-2025, caratulada Ulloa/Fernández. Demanda interpuesta por Sandra de las Mercedes Ulloa Garay en contra de Estrella Fernanda Figueroa Ulloa y en contra de Guillermo Andrés Fernández Cifuentes, en el que demanda y solicita en lo principal: demanda de cuidado personal; primer otrosí: privilegio de pobreza; tercer otrosí: patrocinio y poder; cuarto otrosí: señala forma de notificación; quinto otrosí: señala correo electrónico. Luego de señalar los hechos y el derecho solicita: Se sirva tener por interpuesta demanda de cuidado personal respecto de los niños Amaro Valentín Fernández Figueroa y Francisco Andrés Fernández Figueroa, ambos ya individualizados, en contra de su madre Estrella Fernanda Figueroa Ulloa, y en contra de su padre don Guillermo Andrés Fernández Cifuente, ambos ya individualizados, admitirla a tramita- bbox=[614, 1274, 842, 1509]
category-code: 1611 bbox=[136, 168, 180, 193]
classified-notice: EN CAUSA C-3779-2025 CUIDADO PERsonal, Tribunal Familia Concepción, ubicado Castellón 432, primer piso, Concepción, cita audiencia partes de Sebastián Maximiliano y Trinidad Esperanza ambos Zambrano Poblete, nacimientos 1 abril 2010 y 2 febrero 2018, para día 28 de abril de 2026, a las 13:00 horas, sala 3. Ministro de Fe. bbox=[614, 490, 842, 569]
column-header bbox=[614, 163, 842, 197]
category-label: Judiciales bbox=[1387, 176, 1446, 190]
newspaper-page bbox=[136, 54, 1797, 1976]
classified-notice: REMATE JUDICIAL MEJOR POSTOR por orden 12° JCS C 5795-2025 Nissan-Tanner Financial S. Con Bravo, vehículo Nissan Versa mt 4x2 1.6 año 2024 color azul 57 mil km, el 30 de marzo 2026, 17 hrs. En Galvarino 8601 galpón 8, comuna Quilicura. Exhibición días 27 y 30 marzo de 10 a 17 hrs., consultas +56995495748 Mauricio García martillero público y judicial N° R.N.M. 1398 garantía $ 400.000 comisión más impuestos pago contado. bbox=[1569, 204, 1797, 304]
column-1 bbox=[136, 163, 364, 1971]
classified-notice: ción y, en definitiva, decretar que se me otorgue el cuidado personal de los niños Amaro Valentín Fernández Figueroa y Francisco Andrés Fernández Figueroa, a mí, su abuela por línea materna, Sandra de las Mercedes Ulloa Garay, ordenando las inscripciones, anotaciones y subinscripciones que procedan, con costas. Por resolución de fecha 30 de junio de 2025 se dicta: A lo principal: Téngase por deducida demanda de cuidado personal, traslado. Vengan las partes personalmente, y debidamente representadas según lo dispuesto en el artículo 18 de la ley N° 19.968, a la audiencia preparatoria que se realizará el día 09 de septiembre del año 2025, a las 10:30 horas, en las dependencias de este Juzgado de Familia de Pudahuel, ubicado en San Pablo 4455, comuna de Quinta Normal. Al primer otrosí: Por acompañados. Al segundo otrosí: Téngase presente. Al tercer otrosí: Téngase presente patrocinio y poder. Regístrese en SITFA. Al cuarto otrosí: Como se pide, salvo las que deban realizarse por estado diario. Al quinto otrosí: Ha lugar a lo solicitado, solo para la audiencia preparatoria y en cuanto se autoriza la comparecencia vía remota de la parte que lo solicita, debiendo descargar anticipadamente la aplicación Zoom, contar con acceso estable y suficiente a internet y encontrarse en un lugar adecuado para el desarrollo de la audiencia, en lo posible aislado de ruidos y personas que puedan entorpecer la conexión, incorporándose en la historia de la causa la ID Zoom, con al menos una día de anticipación. Se ordenan las notificaciones respectivas. Por resolución de fecha 9 de febrero de 2026 se dicta: Cítese a las partes para audiencia preparatoria, la que se realizará el día 14 de mayo del año 2026, a las 11:00 horas, en las dependencias de este Juzgado de Familia de Pudahuel, ubicado en San Pablo 4455, comuna de Quinta Normal. Notifíquese a la parte demandada Estrella Fernanda Figueroa Ulloa, y a Guillermo Andrés Fernández Cifuentes, de la demanda, su proveído y la presente resolución, mediante la publicación de tres avisos que deberán insertarse en el diario cabecera de la provincia los días viernes, sábado y domingo, inclusive. Todo ello, en forma conjunta a la publicación del aviso que deberá insertarse en los números del Diario Oficial el día 1 o 15 de cualquier mes, o al día siguiente, si no se ha publicado en las fechas indicadas, y con a lo menos 15 días de antelación de la fecha de la audiencia fijada. Extracto redactado por Daniela Torres, ministro de fe suplente del Juzgado de Familia de Pudahuel. Pudahuel, once de febrero de dos mil veintiséis. bbox=[853, 204, 1081, 774]
category-code: 1611 bbox=[1091, 168, 1136, 193]
column-header bbox=[1569, 163, 1797, 197]
column-4 bbox=[853, 163, 1081, 1971]
classified-notice: ponda en el Diario Oficial, de la demanda de autos y su proveído. Gestiónese a través del mail del Tribunal jcsantiago28@pjud.cl, para la validación del extracto. (jbv). bbox=[136, 204, 364, 248]
category-code: 1611 bbox=[853, 168, 897, 193]
page-number: 8 bbox=[136, 79, 155, 121]
classified-notice: REMATE JUDICIAL 28 MARZO 2026, 12:00. Camino Tres 375, Parcela 33 C. Batuco, 977134423, por orden 15° Juzgado Civil Santiago, Autofin con Cortez, C-2634-2025, automóvil Audi A3 TFSI 1.8 AT, 2016, patente HZHP.83, garantía $ 500.000, exhibición viernes de 12:00 a 18:00, mejor postor. Comisión, impuestos, garantía Martillero Johanna Ceballo Carrasco, registro 1687. bbox=[1569, 409, 1797, 498]
column-body bbox=[1091, 204, 1320, 1542]
column-body bbox=[853, 204, 1081, 1516]
ad-logo: economicos bbox=[157, 1514, 206, 1524]
classified-notice: mentaria, y de conformidad con lo dispuesto en los artículos 3 y 4 de la ley N° 14.908, se regulan alimentos provisorios en favor de Charlotte Carvajal Castro, en la suma de 2,97538 UTM equivalente actualmente a $ 204.254, que comenzarán a devengarse a contar del mes siguiente de la notificación de la parte demandada y será pagadero dentro de los primeros cinco días de cada mes, mediante depósito en una cuenta de ahorro que para tal objeto se asignará a la parte demandante. Se representa a las partes que desde informado el número de cuenta bancaria, ésta estará disponible para efectuar depósitos. A su vez, se informa que la parte demandante podrá firmar el contrato, ya sea a través de la aplicación del Banco Estado, si es cliente, o dirigiéndose a una sucursal, en caso contrario. Infórmese a la parte demandada que dispone del plazo de cinco días contados desde la notificación de la demanda, para oponerse a los alimentos provisorios fijados en la presente resolución, tal como lo dispone el artículo 4 de la ley N° 14.908. Al segundo otrosí: Téngase presente; ofrézcase e incorpórese en su oportunidad procesal. Al tercer otrosí: Téngase presente. Al cuarto otrosí: Acredítese. Al sexto otrosí: Ha lugar a lo solicitado, solo en cuanto se autoriza la comparecencia vía remota de la parte que lo solicita y únicamente respecto de la audiencia preparatoria decretada en autos, debiendo descargar anticipadamente la aplicación Zoom, contar con acceso estable y suficiente a internet y encontrarse en un lugar adecuado para el desarrollo de la audiencia, en lo posible aislado de ruidos y personas que puedan entorpecer la conexión, incorporándose en la historia de la causa la ID Zoom, con al menos un día de anticipación. Los partes intervinientes deberán unirse a la conexión con 10 minutos de antelación a la hora programada de audiencia, y portando sus cédulas de identidad vigentes. Se representa que la autorización no es extensiva a la comparecencia de peritos, testigos, declaración de parte si ha sido solicitado, y niños, niñas y adolescentes que deban ser oídos en audiencia reservada. Se decretan medidas probatorias especiales conforme artículo 5° inciso 2 ley N° 14.908, y se requiere la declaración de patrimonio de la parte demandada. Se ordenan las notificaciones de las partes. Por resolución de fecha 26 de mayo de 2025 se dicta: Téngase presente comprobante de apertura de LAV de folio 15, notifíquese en su oportunidad. N° 32460715244. Por resolución de fecha 13 de febrero de 2026 se dicta: Se fija como nuevo día y hora para la celebración de la audiencia preparatoria, el día 28 de mayo de 2026, a las 09:00 horas, debiendo las partes comparecer personalmente y debidamente representadas según lo dispuesto en el artículo 18 de la ley N° 19.968, en las dependencias de este Juzgado de Familia de Pudahuel, ubicado en San Pablo 4455, comuna de Quinta Normal. La audiencia se realizará con las partes que asistan, afectándole a la que no concurra todas las resoluciones que en ella se dicten sin necesidad de ulterior notificación. Notifíquese a la parte demandada Jhon Jairo Carvajal Pérez, de la demanda, su proveído, folio 16 y la presente resolución, mediante la publicación de tres avisos que deberán insertarse en el diario cabecera de la provincia los viernes, sábado y domingo, inclusive. Todo ello, en forma conjunta a la publicación del aviso que deberá insertarse en los números del Diario Oficial el día 1 o 15 de cualquier mes, o al día siguiente, si no se ha publicado en las fechas indicadas, y con a lo menos 15 días de antelación de la fecha de audiencia fijada. Extracto redactado por Daniela Torres, ministro de fe suplente del Juzgado de Familia de Pudahuel. Pudahuel, dieciséis de febrero de dos mil veintiséis. bbox=[1091, 204, 1320, 1031]
category-label: Judiciales bbox=[432, 176, 490, 190]
classified-notice: NOTIFICACIÓN 28° JUZGADO CIVIL de Santiago. Se notifica a don Milenko José Castro Araya en autos Rol C-10786-2024 'Euroamerica Seguros / Castro' Felipe Castro Poblete, por lo demandante, solicita el remate del inmueble hipotecado, en conformidad al artículo 103de la Ley General de Banco. Resolución de fojas 46, 'Santiago, 25 de febrero de 2026: como se pide, decretase el remate el inmueble hipotecado. Acompáñese certificado de dominio vigente y de hipoteca y gravámenes'. bbox=[136, 256, 364, 368]
ad-tagline: DE FORMA RÁPIDA, FÁCIL Y CÓMODA bbox=[170, 1891, 330, 1901]
column-body bbox=[1330, 204, 1558, 1452]
category-label: Judiciales bbox=[671, 176, 729, 190]
